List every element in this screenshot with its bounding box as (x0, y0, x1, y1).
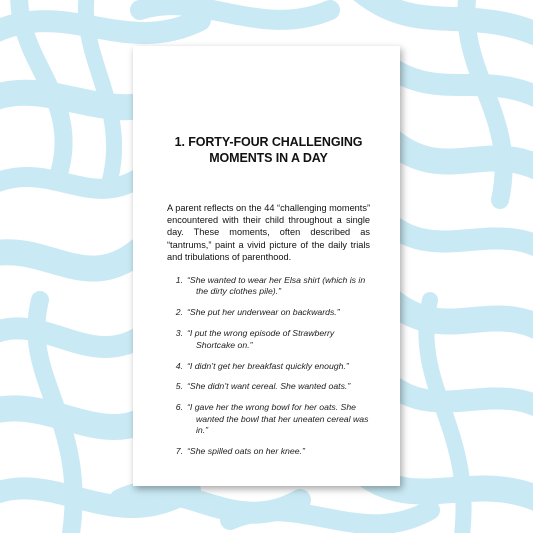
item-number: 3. (175, 328, 183, 339)
intro-paragraph: A parent reflects on the 44 “challenging moments” encountered with their child throughout a single day. These moments, often described as “tantrums,” paint a vivid picture of the daily trials and tribulations of parenthood. (167, 203, 370, 262)
list-item (167, 381, 370, 392)
item-text: “I gave her the wrong bowl for her oats. She wanted the bowl that her uneaten cereal was in.” (187, 402, 369, 436)
page-title (167, 134, 370, 166)
item-number: 6. (175, 402, 183, 413)
item-number: 5. (175, 381, 183, 392)
item-text: “She didn’t want cereal. She wanted oats.” (187, 381, 351, 392)
list-item (167, 446, 370, 457)
list-item (167, 328, 370, 351)
item-number: 2. (175, 307, 183, 318)
item-number: 1. (175, 275, 183, 286)
item-text: “She put her underwear on backwards.” (187, 307, 340, 318)
item-number: 4. (175, 360, 183, 371)
item-text: “I didn’t get her breakfast quickly enough.” (187, 360, 349, 371)
item-text: “She wanted to wear her Elsa shirt (which is in the dirty clothes pile).” (187, 275, 366, 297)
item-number: 7. (175, 446, 183, 457)
list-item (167, 361, 370, 372)
item-text: “I put the wrong episode of Strawberry Shortcake on.” (187, 328, 335, 350)
title-line-1: 1. FORTY-FOUR CHALLENGING (174, 135, 363, 149)
list-item (167, 275, 370, 298)
title-line-2: MOMENTS IN A DAY (209, 151, 328, 165)
document-page (133, 46, 400, 486)
list-item (167, 307, 370, 318)
item-text: “She spilled oats on her knee.” (187, 446, 305, 457)
list-item (167, 402, 370, 436)
quote-list (167, 275, 370, 457)
